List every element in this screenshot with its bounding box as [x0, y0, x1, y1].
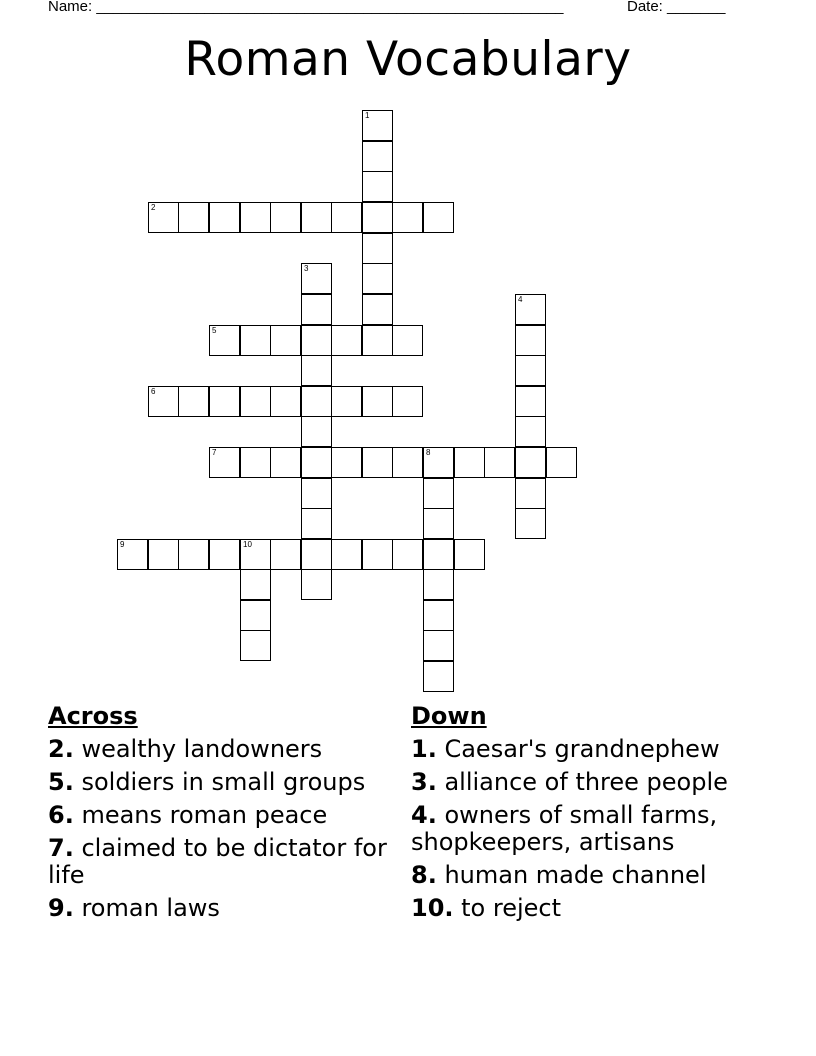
crossword-cell [178, 539, 209, 570]
crossword-cell [301, 447, 332, 478]
clue-number: 6 [151, 387, 156, 396]
crossword-cell [270, 539, 301, 570]
crossword-cell [423, 539, 454, 570]
crossword-cell [148, 539, 179, 570]
clue-number: 4 [518, 295, 523, 304]
crossword-cell-10 [240, 539, 271, 570]
clue-text: owners of small farms, shopkeepers, artisans [411, 801, 718, 856]
clue-number: 9. [48, 894, 74, 922]
across-clue [48, 895, 388, 922]
crossword-cell-8 [423, 447, 454, 478]
crossword-cell [515, 386, 546, 417]
crossword-cell [270, 202, 301, 233]
crossword-cell [240, 447, 271, 478]
down-clue [411, 736, 756, 763]
down-clue [411, 862, 756, 889]
crossword-cell [331, 447, 362, 478]
crossword-cell-2 [148, 202, 179, 233]
crossword-cell [331, 325, 362, 356]
crossword-cell-3 [301, 263, 332, 294]
crossword-cell [301, 569, 332, 600]
crossword-cell [240, 202, 271, 233]
crossword-cell [484, 447, 515, 478]
crossword-cell [301, 508, 332, 539]
crossword-cell [515, 325, 546, 356]
clue-number: 1 [365, 111, 370, 120]
date-field-label: Date: _______ [627, 0, 726, 15]
crossword-cell [392, 539, 423, 570]
crossword-cell [362, 171, 393, 202]
crossword-cell-7 [209, 447, 240, 478]
clue-number: 6. [48, 801, 74, 829]
crossword-cell [240, 386, 271, 417]
crossword-cell [178, 202, 209, 233]
crossword-cell [331, 202, 362, 233]
clue-text: wealthy landowners [73, 735, 323, 763]
clue-number: 7. [48, 834, 74, 862]
crossword-cell [209, 386, 240, 417]
down-heading: Down [411, 702, 487, 730]
clue-text: alliance of three people [436, 768, 728, 796]
crossword-cell-1 [362, 110, 393, 141]
across-clues [48, 703, 388, 928]
clue-number: 1. [411, 735, 437, 763]
down-clues [411, 703, 756, 928]
crossword-cell [362, 233, 393, 264]
crossword-cell-6 [148, 386, 179, 417]
crossword-cell [240, 630, 271, 661]
crossword-cell [270, 386, 301, 417]
crossword-cell [301, 294, 332, 325]
crossword-cell [301, 386, 332, 417]
crossword-cell [362, 539, 393, 570]
crossword-cell [546, 447, 577, 478]
clue-text: human made channel [436, 861, 707, 889]
crossword-cell [178, 386, 209, 417]
crossword-cell [515, 508, 546, 539]
crossword-cell-4 [515, 294, 546, 325]
clue-number: 3 [304, 264, 309, 273]
crossword-cell [301, 325, 332, 356]
across-clue [48, 736, 388, 763]
clue-text: soldiers in small groups [73, 768, 366, 796]
down-clue [411, 769, 756, 796]
down-clue-list [411, 736, 756, 922]
crossword-cell [362, 202, 393, 233]
crossword-cell [423, 630, 454, 661]
down-clue [411, 895, 756, 922]
crossword-cell [362, 386, 393, 417]
across-heading: Across [48, 702, 138, 730]
crossword-cell [515, 416, 546, 447]
crossword-cell [423, 478, 454, 509]
clue-text: to reject [453, 894, 562, 922]
clue-number: 9 [120, 540, 125, 549]
crossword-cell [515, 447, 546, 478]
crossword-cell [362, 447, 393, 478]
crossword-cell [362, 325, 393, 356]
crossword-cell [454, 447, 485, 478]
clue-number: 4. [411, 801, 437, 829]
clue-number: 10. [411, 894, 454, 922]
across-clue [48, 769, 388, 796]
crossword-cell [515, 478, 546, 509]
crossword-cell [423, 569, 454, 600]
crossword-cell [270, 447, 301, 478]
crossword-cell [362, 263, 393, 294]
clue-number: 2. [48, 735, 74, 763]
crossword-cell [362, 141, 393, 172]
crossword-cell [392, 447, 423, 478]
crossword-cell [240, 569, 271, 600]
clue-text: claimed to be dictator for life [48, 834, 387, 889]
crossword-cell [270, 325, 301, 356]
crossword-cell [515, 355, 546, 386]
crossword-cell [423, 600, 454, 631]
crossword-cell [392, 202, 423, 233]
clue-text: roman laws [73, 894, 220, 922]
clue-number: 5. [48, 768, 74, 796]
crossword-cell [392, 325, 423, 356]
clue-number: 5 [212, 326, 217, 335]
crossword-cell [423, 508, 454, 539]
page-title: Roman Vocabulary [184, 32, 632, 87]
crossword-cell [209, 539, 240, 570]
crossword-cell-9 [117, 539, 148, 570]
clue-number: 2 [151, 203, 156, 212]
across-clue [48, 802, 388, 829]
clue-text: Caesar's grandnephew [436, 735, 720, 763]
crossword-cell [331, 539, 362, 570]
clue-number: 8 [426, 448, 431, 457]
crossword-cell [301, 355, 332, 386]
clue-text: means roman peace [73, 801, 328, 829]
across-clue-list [48, 736, 388, 922]
clue-number: 10 [243, 540, 252, 549]
crossword-cell [240, 325, 271, 356]
crossword-cell [240, 600, 271, 631]
crossword-cell [423, 202, 454, 233]
clue-number: 8. [411, 861, 437, 889]
crossword-cell [301, 539, 332, 570]
crossword-cell [423, 661, 454, 692]
crossword-cell [362, 294, 393, 325]
name-field-label: Name: ________________________________________________________ [48, 0, 564, 15]
crossword-cell [301, 202, 332, 233]
crossword-cell [331, 386, 362, 417]
crossword-cell [301, 478, 332, 509]
crossword-cell-5 [209, 325, 240, 356]
crossword-cell [392, 386, 423, 417]
clue-number: 3. [411, 768, 437, 796]
crossword-cell [301, 416, 332, 447]
crossword-cell [209, 202, 240, 233]
crossword-cell [454, 539, 485, 570]
clue-number: 7 [212, 448, 217, 457]
down-clue [411, 802, 756, 856]
across-clue [48, 835, 388, 889]
